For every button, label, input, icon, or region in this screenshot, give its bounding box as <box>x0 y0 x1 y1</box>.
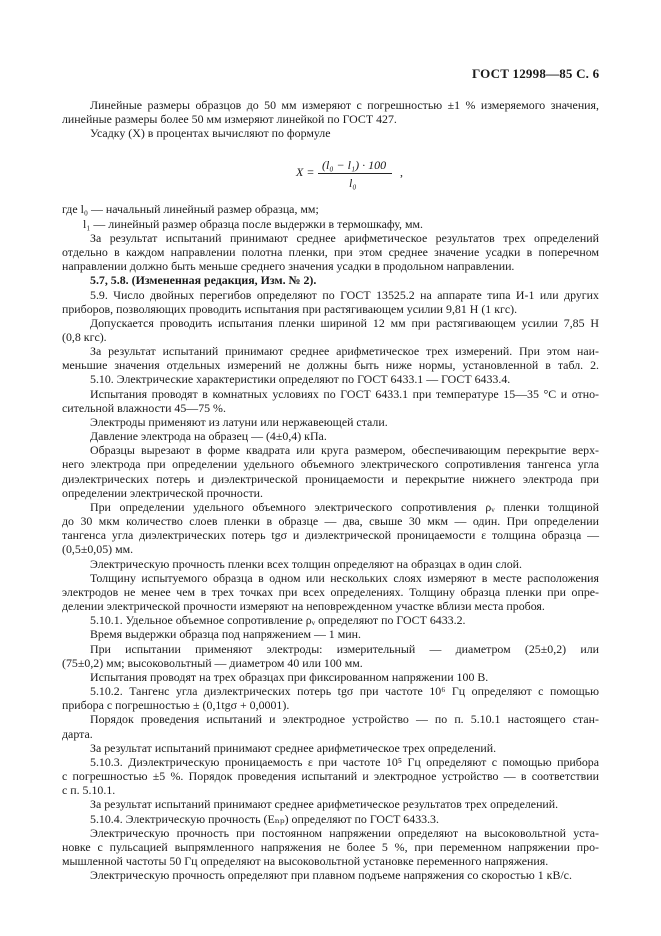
text-line: За результат испытаний принимают среднее арифметическое результатов трех определений. <box>90 797 559 811</box>
text-line: Электроды применяют из латуни или нержавеющей стали. <box>90 415 388 429</box>
text-line: определении электрической прочности. <box>62 486 263 500</box>
text-line: тангенса угла диэлектрических потерь tgσ и диэлектрической проницаемости ε толщина образца — <box>62 528 599 542</box>
text-line: Порядок проведения испытаний и электродное устройство — по п. 5.10.1 настоящего стан- <box>90 712 599 726</box>
text-line: 5.10.3. Диэлектрическую проницаемость ε при частоте 10⁵ Гц определяют с помощью прибора <box>90 755 599 769</box>
text-line: 5.10.2. Тангенс угла диэлектрических потерь tgσ при частоте 10⁶ Гц определяют с помощью <box>90 684 599 698</box>
text-line: меньшие значения отдельных измерений не должны быть ниже нормы, установленной в табл. 2. <box>62 358 599 372</box>
text-line: делении электрической прочности измеряют на неповрежденном участке вблизи места пробоя. <box>62 599 545 613</box>
page-header: ГОСТ 12998—85 С. 6 <box>472 66 600 81</box>
text-line: Образцы вырезают в форме квадрата или круга размером, обеспечивающим перекрытие верх- <box>90 443 599 457</box>
text-line: 5.10.1. Удельное объемное сопротивление ρᵥ определяют по ГОСТ 6433.2. <box>90 613 466 627</box>
formula-lhs: X = <box>296 165 315 179</box>
text-line: где l₀ — начальный линейный размер образца, мм; <box>62 202 319 216</box>
formula-trail: , <box>400 165 403 179</box>
text-line: Линейные размеры образцов до 50 мм измеряют с погрешностью ±1 % измеряемого значения, <box>90 98 599 112</box>
text-line: Допускается проводить испытания пленки шириной 12 мм при растягивающем усилии 7,85 Н <box>90 316 599 330</box>
text-line: сительной влажности 45—75 %. <box>62 401 226 415</box>
text-line: За результат испытаний принимают среднее арифметическое трех определений. <box>90 741 497 755</box>
text-line: l₁ — линейный размер образца после выдержки в термошкафу, мм. <box>83 217 424 231</box>
text-line: с п. 5.10.1. <box>62 783 116 797</box>
text-line: 5.10.4. Электрическую прочность (Eₙₚ) определяют по ГОСТ 6433.3. <box>90 812 439 826</box>
text-line: За результат испытаний принимают среднее арифметическое результатов трех определений <box>90 231 599 245</box>
text-line: диэлектрических потерь и диэлектрической проницаемости и перекрытие нижнего электрода при <box>62 472 599 486</box>
text-line: с погрешностью ±5 %. Порядок проведения испытаний и электродное устройство — в соответствии <box>62 769 599 783</box>
text-line: направлении должно быть меньше среднего значения усадки в продольном направлении. <box>62 259 515 273</box>
text-line: 5.9. Число двойных перегибов определяют по ГОСТ 13525.2 на аппарате типа И-1 или других <box>90 288 599 302</box>
text-line: Электрическую прочность пленки всех толщин определяют на образцах в один слой. <box>90 557 523 571</box>
text-line: Давление электрода на образец — (4±0,4) кПа. <box>90 429 327 443</box>
text-line: новке с пульсацией выпрямленного напряжения не более 5 %, при переменном напряжении про- <box>62 840 599 854</box>
text-line: Электрическую прочность определяют при плавном подъеме напряжения со скоростью 1 кВ/с. <box>90 868 572 882</box>
text-line: Испытания проводят на трех образцах при фиксированном напряжении 100 В. <box>90 670 489 684</box>
text-line: прибора с погрешностью ± (0,1tgσ + 0,0001). <box>62 698 290 712</box>
text-line: Усадку (X) в процентах вычисляют по формуле <box>90 126 331 140</box>
text-line: него электрода при определении удельного объемного электрического сопротивления тангенса угла <box>62 457 599 471</box>
text-line: (0,5±0,05) мм. <box>62 542 134 556</box>
text-line: (75±0,2) мм; высоковольтный — диаметром 40 или 100 мм. <box>62 656 363 670</box>
text-line: электродов не менее чем в трех точках при всех определениях. Толщину образца пленки при опре- <box>62 585 599 599</box>
fraction-bar <box>318 173 392 174</box>
text-line: При испытании применяют электроды: измерительный — диаметром (25±0,2) или <box>90 642 599 656</box>
text-line: 5.10. Электрические характеристики определяют по ГОСТ 6433.1 — ГОСТ 6433.4. <box>90 372 511 386</box>
text-line: Время выдержки образца под напряжением — 1 мин. <box>90 627 361 641</box>
text-line: до 30 мкм количество слоев пленки в образце — два, свыше 30 мкм — один. При определении <box>62 514 599 528</box>
text-line: Электрическую прочность при постоянном напряжении определяют на высоковольтной уста- <box>90 826 599 840</box>
text-line: отдельно в каждом направлении полотна пленки, при этом среднее значение усадки в поперечном <box>62 245 599 259</box>
formula-denominator: l₀ <box>349 176 357 190</box>
text-line: Толщину испытуемого образца в одном или нескольких слоях измеряют в месте расположения <box>90 571 599 585</box>
text-line: За результат испытаний принимают среднее арифметическое трех измерений. При этом наи- <box>90 344 599 358</box>
text-line: мышленной частоты 50 Гц определяют на высоковольтной установке переменного напряжения. <box>62 854 549 868</box>
formula-numerator: (l₀ − l₁) · 100 <box>322 158 387 172</box>
text-line: дарта. <box>62 727 93 741</box>
section-heading: 5.7, 5.8. (Измененная редакция, Изм. № 2). <box>90 273 317 287</box>
text-line: При определении удельного объемного электрического сопротивления ρᵥ пленки толщиной <box>90 500 599 514</box>
text-line: линейные размеры более 50 мм измеряют линейкой по ГОСТ 427. <box>62 112 397 126</box>
text-line: приборов, позволяющих проводить испытания при растягивающем усилии 9,81 Н (1 кгс). <box>62 302 518 316</box>
text-line: (0,8 кгс). <box>62 330 107 344</box>
text-line: Испытания проводят в комнатных условиях по ГОСТ 6433.1 при температуре 15—35 °С и отно- <box>90 387 599 401</box>
